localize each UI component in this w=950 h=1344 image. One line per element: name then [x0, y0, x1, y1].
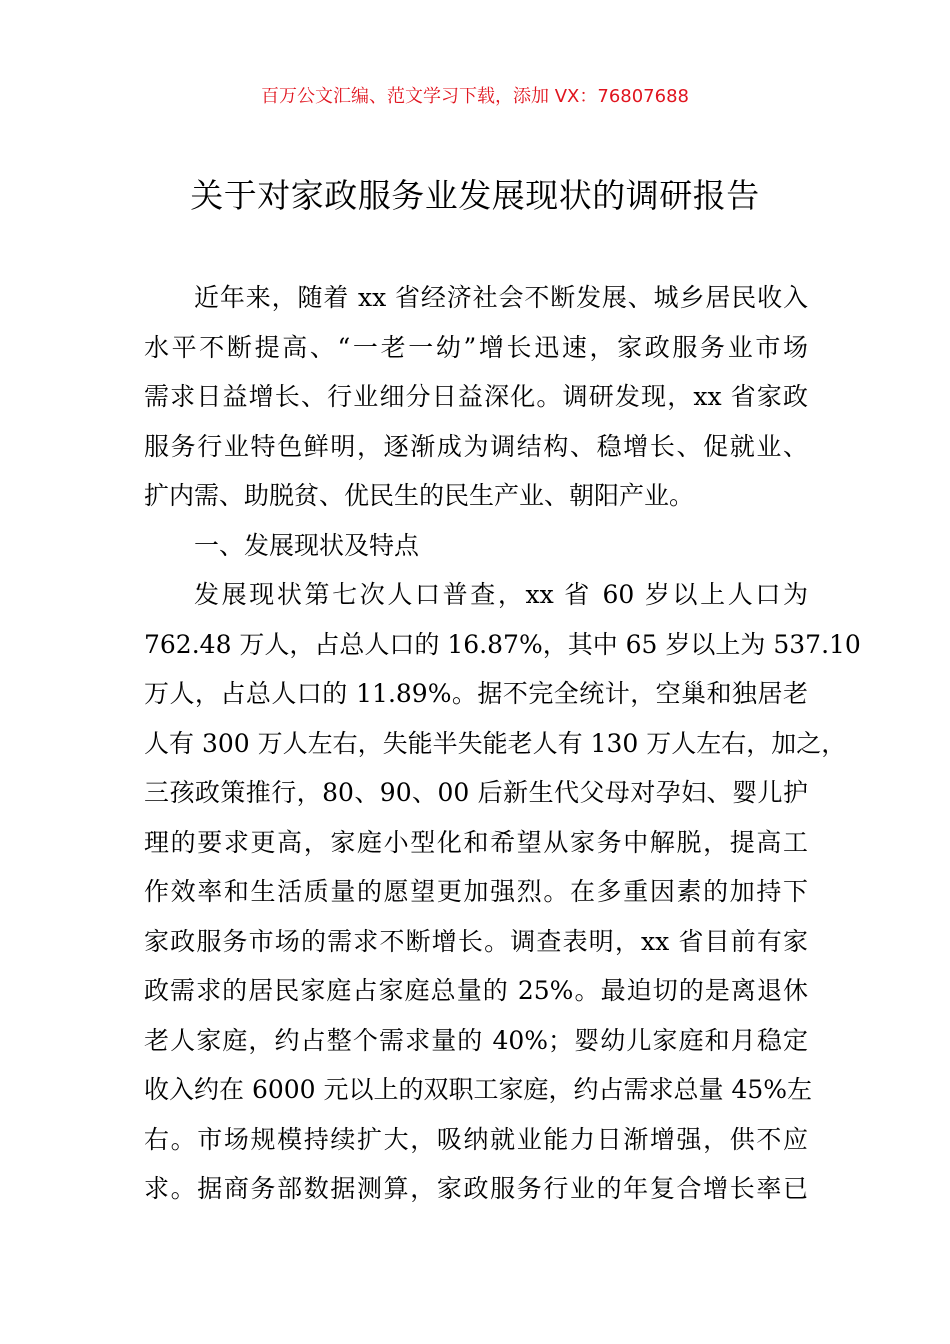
document-body [144, 273, 861, 1214]
paragraph-2-line: 三孩政策推行，80、90、00 后新生代父母对孕妇、婴儿护 [144, 778, 808, 807]
paragraph-2-line: 作效率和生活质量的愿望更加强烈。在多重因素的加持下 [144, 877, 808, 906]
section-heading: 一、发展现状及特点 [194, 530, 420, 560]
paragraph-1-line: 水平不断提高、“一老一幼”增长迅速，家政服务业市场 [144, 332, 808, 362]
paragraph-2-line: 老人家庭，约占整个需求量的 40%；婴幼儿家庭和月稳定 [144, 1025, 808, 1055]
paragraph-2-line: 762.48 万人，占总人口的 16.87%，其中 65 岁以上为 537.10 [144, 629, 861, 659]
paragraph-2-line: 理的要求更高，家庭小型化和希望从家务中解脱，提高工 [144, 827, 808, 857]
paragraph-1-line: 扩内需、助脱贫、优民生的民生产业、朝阳产业。 [144, 481, 695, 510]
paragraph-2-line: 收入约在 6000 元以上的双职工家庭，约占需求总量 45%左 [144, 1075, 813, 1104]
paragraph-1-line: 服务行业特色鲜明，逐渐成为调结构、稳增长、促就业、 [144, 431, 808, 461]
paragraph-2-line: 右。市场规模持续扩大，吸纳就业能力日渐增强，供不应 [144, 1124, 808, 1154]
paragraph-2-line: 求。据商务部数据测算，家政服务行业的年复合增长率已 [144, 1174, 808, 1203]
paragraph-2-line: 人有 300 万人左右，失能半失能老人有 130 万人左右，加之， [144, 728, 847, 758]
paragraph-1-line: 近年来，随着 xx 省经济社会不断发展、城乡居民收入 [194, 283, 808, 312]
paragraph-2-line: 发展现状第七次人口普查，xx 省 60 岁以上人口为 [194, 580, 808, 609]
document-title: 关于对家政服务业发展现状的调研报告 [190, 176, 760, 215]
paragraph-2-line: 家政服务市场的需求不断增长。调查表明，xx 省目前有家 [144, 926, 808, 956]
header-promo-note: 百万公文汇编、范文学习下载，添加 VX：76807688 [261, 86, 689, 107]
paragraph-2-line: 政需求的居民家庭占家庭总量的 25%。最迫切的是离退休 [144, 976, 808, 1005]
paragraph-2-line: 万人，占总人口的 11.89%。据不完全统计，空巢和独居老 [144, 679, 808, 708]
paragraph-1-line: 需求日益增长、行业细分日益深化。调研发现，xx 省家政 [144, 382, 808, 411]
